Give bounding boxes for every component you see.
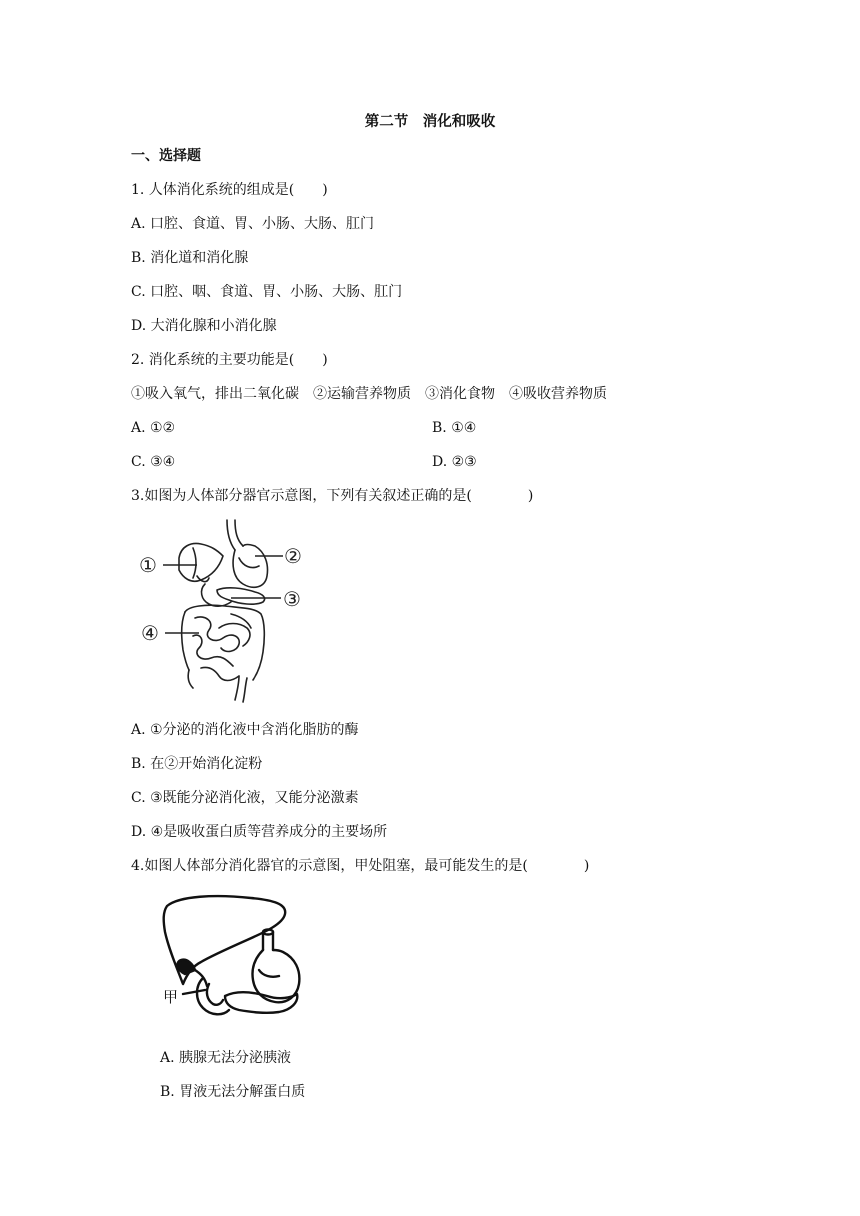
page-title: 第二节 消化和吸收 — [364, 113, 496, 130]
question-1-option-a: A. 口腔、食道、胃、小肠、大肠、肛门 — [131, 216, 375, 232]
question-2-option-c: C. ③④ — [131, 454, 176, 470]
figure-label-jia: 甲 — [163, 988, 179, 1006]
question-2-option-d: D. ②③ — [432, 454, 477, 470]
question-2-option-b: B. ①④ — [432, 420, 477, 436]
question-2-items: ①吸入氧气，排出二氧化碳 ②运输营养物质 ③消化食物 ④吸收营养物质 — [131, 386, 607, 402]
question-4-option-a: A. 胰腺无法分泌胰液 — [160, 1050, 292, 1066]
question-1-option-c: C. 口腔、咽、食道、胃、小肠、大肠、肛门 — [131, 284, 403, 300]
digestive-system-figure — [135, 518, 310, 704]
question-4-stem: 4.如图人体部分消化器官的示意图，甲处阻塞，最可能发生的是( ) — [131, 858, 590, 874]
question-1-option-b: B. 消化道和消化腺 — [131, 250, 249, 266]
figure-label-3: ③ — [283, 587, 301, 611]
question-3-option-b: B. 在②开始消化淀粉 — [131, 756, 263, 772]
question-1-stem: 1. 人体消化系统的组成是( ) — [131, 182, 328, 198]
question-2-option-a: A. ①② — [131, 420, 176, 436]
question-2-stem: 2. 消化系统的主要功能是( ) — [131, 352, 328, 368]
question-1-option-d: D. 大消化腺和小消化腺 — [131, 318, 277, 334]
figure-label-1: ① — [139, 553, 157, 577]
figure-label-4: ④ — [141, 621, 159, 645]
question-3-option-a: A. ①分泌的消化液中含消化脂肪的酶 — [131, 722, 359, 738]
question-3-option-d: D. ④是吸收蛋白质等营养成分的主要场所 — [131, 824, 388, 840]
figure-label-2: ② — [284, 544, 302, 568]
section-heading: 一、选择题 — [131, 148, 201, 164]
question-3-option-c: C. ③既能分泌消化液，又能分泌激素 — [131, 790, 359, 806]
digestive-organs-figure — [155, 890, 305, 1032]
question-3-stem: 3.如图为人体部分器官示意图，下列有关叙述正确的是( ) — [131, 488, 534, 504]
question-4-option-b: B. 胃液无法分解蛋白质 — [160, 1084, 306, 1100]
